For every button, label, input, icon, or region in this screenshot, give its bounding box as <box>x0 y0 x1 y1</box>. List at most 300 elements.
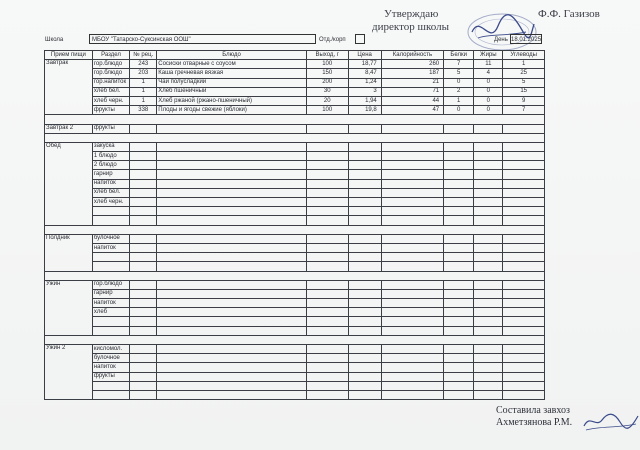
table-row <box>45 308 545 317</box>
cell-output: 20 <box>306 96 348 105</box>
cell-price: 1,94 <box>348 96 381 105</box>
cell-output <box>306 354 348 363</box>
approve-label: Утверждаю <box>384 8 439 20</box>
cell-recipe: 1 <box>130 87 157 96</box>
spacer-cell <box>157 335 307 344</box>
cell-protein <box>444 345 474 354</box>
cell-kcal <box>381 289 443 298</box>
cell-recipe <box>130 381 157 390</box>
spacer-cell <box>92 225 129 234</box>
table-row <box>45 326 545 335</box>
cell-carbs: 5 <box>503 78 545 87</box>
cell-protein <box>444 289 474 298</box>
cell-kcal <box>381 198 443 207</box>
cell-kcal: 260 <box>381 60 443 69</box>
cell-carbs <box>503 299 545 308</box>
cell-protein <box>444 188 474 197</box>
cell-carbs: 25 <box>503 69 545 78</box>
spacer-cell <box>92 335 129 344</box>
cell-protein <box>444 152 474 161</box>
table-row <box>45 243 545 252</box>
cell-fat <box>474 234 503 243</box>
cell-dish <box>157 198 307 207</box>
compiled-by-label: Составила завхоз <box>496 405 570 416</box>
cell-output <box>306 326 348 335</box>
cell-dish: Каша гречневая вязкая <box>157 69 307 78</box>
cell-recipe: 1 <box>130 96 157 105</box>
cell-output <box>306 161 348 170</box>
cell-dish <box>157 299 307 308</box>
meal-name: Обед <box>45 142 93 225</box>
cell-carbs <box>503 253 545 262</box>
table-row <box>45 234 545 243</box>
spacer-row <box>45 335 545 344</box>
cell-kcal <box>381 345 443 354</box>
cell-carbs <box>503 345 545 354</box>
meal-name: Ужин 2 <box>45 345 93 400</box>
spacer-cell <box>348 271 381 280</box>
cell-carbs <box>503 326 545 335</box>
cell-recipe: 243 <box>130 60 157 69</box>
cell-protein: 7 <box>444 60 474 69</box>
cell-fat <box>474 207 503 216</box>
cell-protein: 0 <box>444 106 474 115</box>
cell-protein <box>444 161 474 170</box>
cell-price <box>348 207 381 216</box>
cell-price <box>348 124 381 133</box>
cell-price <box>348 253 381 262</box>
cell-price: 8,47 <box>348 69 381 78</box>
cell-kcal <box>381 280 443 289</box>
cell-kcal <box>381 207 443 216</box>
cell-recipe <box>130 345 157 354</box>
cell-kcal <box>381 299 443 308</box>
cell-dish: Чай полусладкий <box>157 78 307 87</box>
cell-fat <box>474 262 503 271</box>
cell-dish <box>157 308 307 317</box>
spacer-cell <box>92 115 129 124</box>
col-dish-header: Блюдо <box>157 51 307 60</box>
cell-recipe <box>130 179 157 188</box>
cell-section: кисломол. <box>92 345 129 354</box>
cell-recipe <box>130 390 157 399</box>
cell-recipe: 338 <box>130 106 157 115</box>
spacer-cell <box>503 133 545 142</box>
cell-output <box>306 188 348 197</box>
cell-section: гор.блюдо <box>92 60 129 69</box>
cell-output <box>306 308 348 317</box>
cell-section <box>92 326 129 335</box>
table-row <box>45 179 545 188</box>
cell-output: 100 <box>306 60 348 69</box>
meal-name: Полдник <box>45 234 93 271</box>
cell-section: 2 блюдо <box>92 161 129 170</box>
cell-kcal: 187 <box>381 69 443 78</box>
cell-protein <box>444 317 474 326</box>
spacer-cell <box>348 115 381 124</box>
cell-price <box>348 299 381 308</box>
cell-dish <box>157 234 307 243</box>
table-row <box>45 188 545 197</box>
cell-recipe <box>130 161 157 170</box>
cell-dish: Хлеб пшеничный <box>157 87 307 96</box>
cell-section: хлеб бел. <box>92 87 129 96</box>
cell-protein: 0 <box>444 78 474 87</box>
cell-carbs <box>503 354 545 363</box>
cell-output <box>306 243 348 252</box>
cell-recipe <box>130 372 157 381</box>
cell-carbs <box>503 280 545 289</box>
cell-recipe <box>130 299 157 308</box>
cell-fat: 0 <box>474 106 503 115</box>
cell-fat <box>474 280 503 289</box>
cell-output: 200 <box>306 78 348 87</box>
cell-output <box>306 142 348 151</box>
cell-protein <box>444 326 474 335</box>
cell-carbs <box>503 317 545 326</box>
cell-recipe <box>130 170 157 179</box>
spacer-cell <box>45 115 93 124</box>
cell-section: гарнир <box>92 289 129 298</box>
cell-dish <box>157 363 307 372</box>
compiled-block <box>496 405 572 429</box>
cell-fat <box>474 198 503 207</box>
table-row <box>45 363 545 372</box>
table-row <box>45 253 545 262</box>
cell-section <box>92 317 129 326</box>
cell-fat <box>474 243 503 252</box>
spacer-cell <box>45 133 93 142</box>
cell-kcal <box>381 262 443 271</box>
cell-section: фрукты <box>92 106 129 115</box>
cell-protein <box>444 299 474 308</box>
cell-price <box>348 354 381 363</box>
cell-carbs <box>503 161 545 170</box>
cell-fat <box>474 308 503 317</box>
cell-section <box>92 253 129 262</box>
spacer-cell <box>45 335 93 344</box>
spacer-cell <box>474 271 503 280</box>
cell-output <box>306 299 348 308</box>
spacer-row <box>45 115 545 124</box>
meal-name: Завтрак <box>45 60 93 115</box>
cell-price <box>348 326 381 335</box>
cell-price <box>348 198 381 207</box>
cell-recipe <box>130 363 157 372</box>
cell-carbs <box>503 188 545 197</box>
cell-kcal <box>381 142 443 151</box>
cell-protein <box>444 280 474 289</box>
cell-price <box>348 390 381 399</box>
cell-section <box>92 216 129 225</box>
cell-dish <box>157 207 307 216</box>
cell-dish <box>157 243 307 252</box>
cell-carbs <box>503 363 545 372</box>
cell-protein <box>444 124 474 133</box>
cell-fat: 0 <box>474 87 503 96</box>
cell-output <box>306 234 348 243</box>
cell-recipe <box>130 188 157 197</box>
cell-recipe <box>130 308 157 317</box>
cell-section: 1 блюдо <box>92 152 129 161</box>
table-body <box>45 60 545 400</box>
cell-price <box>348 188 381 197</box>
cell-dish <box>157 253 307 262</box>
col-carbs-header: Углеводы <box>503 51 545 60</box>
col-protein-header: Белки <box>444 51 474 60</box>
school-name-field: МБОУ "Татарско-Суксинская ООШ" <box>89 34 316 44</box>
cell-dish <box>157 188 307 197</box>
cell-protein <box>444 142 474 151</box>
cell-price <box>348 234 381 243</box>
cell-recipe <box>130 207 157 216</box>
cell-protein <box>444 216 474 225</box>
cell-recipe <box>130 216 157 225</box>
table-row <box>45 280 545 289</box>
spacer-cell <box>306 115 348 124</box>
cell-protein <box>444 179 474 188</box>
cell-protein: 2 <box>444 87 474 96</box>
spacer-cell <box>130 225 157 234</box>
cell-recipe <box>130 253 157 262</box>
cell-kcal <box>381 161 443 170</box>
spacer-cell <box>157 115 307 124</box>
cell-fat <box>474 372 503 381</box>
cell-price <box>348 308 381 317</box>
cell-dish <box>157 179 307 188</box>
table-row <box>45 381 545 390</box>
cell-fat <box>474 345 503 354</box>
spacer-cell <box>381 335 443 344</box>
cell-kcal: 44 <box>381 96 443 105</box>
cell-carbs <box>503 207 545 216</box>
cell-recipe <box>130 280 157 289</box>
cell-fat: 0 <box>474 96 503 105</box>
cell-fat <box>474 317 503 326</box>
cell-recipe <box>130 289 157 298</box>
cell-fat <box>474 161 503 170</box>
cell-fat: 11 <box>474 60 503 69</box>
cell-output <box>306 124 348 133</box>
cell-recipe: 203 <box>130 69 157 78</box>
cell-price <box>348 216 381 225</box>
cell-price: 18,77 <box>348 60 381 69</box>
cell-fat <box>474 326 503 335</box>
cell-dish <box>157 152 307 161</box>
cell-protein <box>444 308 474 317</box>
cell-protein <box>444 381 474 390</box>
cell-fat <box>474 170 503 179</box>
cell-price <box>348 179 381 188</box>
spacer-cell <box>381 115 443 124</box>
cell-protein <box>444 262 474 271</box>
spacer-cell <box>474 225 503 234</box>
spacer-cell <box>92 271 129 280</box>
cell-fat: 0 <box>474 78 503 87</box>
cell-kcal <box>381 170 443 179</box>
cell-protein <box>444 207 474 216</box>
cell-dish <box>157 142 307 151</box>
col-kcal-header: Калорийность <box>381 51 443 60</box>
table-row <box>45 106 545 115</box>
cell-recipe <box>130 354 157 363</box>
cell-kcal <box>381 124 443 133</box>
dept-label: Отд./корп <box>319 37 346 43</box>
cell-section <box>92 207 129 216</box>
cell-output: 150 <box>306 69 348 78</box>
cell-recipe <box>130 326 157 335</box>
cell-recipe <box>130 124 157 133</box>
cell-kcal <box>381 152 443 161</box>
spacer-cell <box>444 271 474 280</box>
cell-protein <box>444 170 474 179</box>
spacer-cell <box>130 115 157 124</box>
cell-output <box>306 317 348 326</box>
cell-price <box>348 280 381 289</box>
spacer-cell <box>45 271 93 280</box>
spacer-cell <box>130 271 157 280</box>
table-row <box>45 96 545 105</box>
spacer-cell <box>45 225 93 234</box>
cell-carbs <box>503 198 545 207</box>
cell-section: хлеб <box>92 308 129 317</box>
cell-kcal <box>381 216 443 225</box>
table-row <box>45 317 545 326</box>
spacer-cell <box>444 225 474 234</box>
cell-carbs <box>503 372 545 381</box>
cell-price <box>348 243 381 252</box>
cell-protein <box>444 372 474 381</box>
cell-output <box>306 345 348 354</box>
menu-table <box>44 50 545 400</box>
cell-dish: Плоды и ягоды свежие (яблоки) <box>157 106 307 115</box>
cell-carbs <box>503 234 545 243</box>
cell-carbs <box>503 216 545 225</box>
cell-fat <box>474 363 503 372</box>
cell-dish <box>157 381 307 390</box>
cell-dish <box>157 280 307 289</box>
col-output-header: Выход, г <box>306 51 348 60</box>
cell-carbs <box>503 308 545 317</box>
cell-dish <box>157 372 307 381</box>
cell-recipe <box>130 317 157 326</box>
cell-output <box>306 152 348 161</box>
spacer-cell <box>444 133 474 142</box>
cell-price <box>348 161 381 170</box>
cell-output <box>306 289 348 298</box>
cell-section: булочное <box>92 354 129 363</box>
table-row <box>45 345 545 354</box>
cell-price: 19,8 <box>348 106 381 115</box>
cell-dish: Сосиски отварные с соусом <box>157 60 307 69</box>
cell-output <box>306 280 348 289</box>
cell-dish <box>157 289 307 298</box>
cell-price <box>348 381 381 390</box>
cell-carbs <box>503 142 545 151</box>
spacer-cell <box>444 335 474 344</box>
cell-output <box>306 216 348 225</box>
cell-output <box>306 372 348 381</box>
cell-recipe <box>130 152 157 161</box>
cell-carbs <box>503 243 545 252</box>
col-recipe-header: № рец. <box>130 51 157 60</box>
table-row <box>45 372 545 381</box>
table-row <box>45 161 545 170</box>
cell-recipe <box>130 234 157 243</box>
cell-fat <box>474 299 503 308</box>
cell-output <box>306 198 348 207</box>
cell-output <box>306 381 348 390</box>
cell-carbs <box>503 152 545 161</box>
cell-kcal <box>381 317 443 326</box>
cell-section: напиток <box>92 363 129 372</box>
cell-output <box>306 390 348 399</box>
cell-section: хлеб бел. <box>92 188 129 197</box>
cell-protein <box>444 363 474 372</box>
cell-dish <box>157 317 307 326</box>
cell-carbs: 9 <box>503 96 545 105</box>
cell-output: 100 <box>306 106 348 115</box>
cell-output <box>306 179 348 188</box>
table-row <box>45 207 545 216</box>
spacer-cell <box>348 335 381 344</box>
cell-dish: Хлеб ржаной (ржано-пшеничный) <box>157 96 307 105</box>
cell-output <box>306 262 348 271</box>
table-row <box>45 216 545 225</box>
table-row <box>45 289 545 298</box>
cell-fat <box>474 124 503 133</box>
cell-kcal <box>381 308 443 317</box>
cell-protein <box>444 253 474 262</box>
cell-section: хлеб черн. <box>92 96 129 105</box>
spacer-cell <box>474 133 503 142</box>
meal-name: Завтрак 2 <box>45 124 93 133</box>
cell-fat <box>474 253 503 262</box>
cell-price <box>348 152 381 161</box>
spacer-cell <box>157 133 307 142</box>
cell-kcal <box>381 363 443 372</box>
table-row <box>45 198 545 207</box>
director-signature <box>456 8 538 52</box>
spacer-cell <box>503 335 545 344</box>
cell-fat <box>474 390 503 399</box>
table-row <box>45 170 545 179</box>
cell-section: булочное <box>92 234 129 243</box>
cell-price <box>348 289 381 298</box>
cell-carbs <box>503 381 545 390</box>
cell-fat <box>474 216 503 225</box>
cell-price <box>348 363 381 372</box>
spacer-cell <box>474 335 503 344</box>
approval-block <box>372 8 449 34</box>
spacer-cell <box>503 271 545 280</box>
table-row <box>45 142 545 151</box>
cell-fat <box>474 179 503 188</box>
cell-fat <box>474 354 503 363</box>
cell-protein: 1 <box>444 96 474 105</box>
cell-recipe: 1 <box>130 78 157 87</box>
cell-kcal: 71 <box>381 87 443 96</box>
cell-price <box>348 317 381 326</box>
cell-kcal <box>381 188 443 197</box>
cell-section <box>92 390 129 399</box>
cell-carbs <box>503 262 545 271</box>
cell-fat <box>474 142 503 151</box>
cell-kcal <box>381 253 443 262</box>
cell-price <box>348 372 381 381</box>
cell-dish <box>157 262 307 271</box>
cell-kcal <box>381 390 443 399</box>
